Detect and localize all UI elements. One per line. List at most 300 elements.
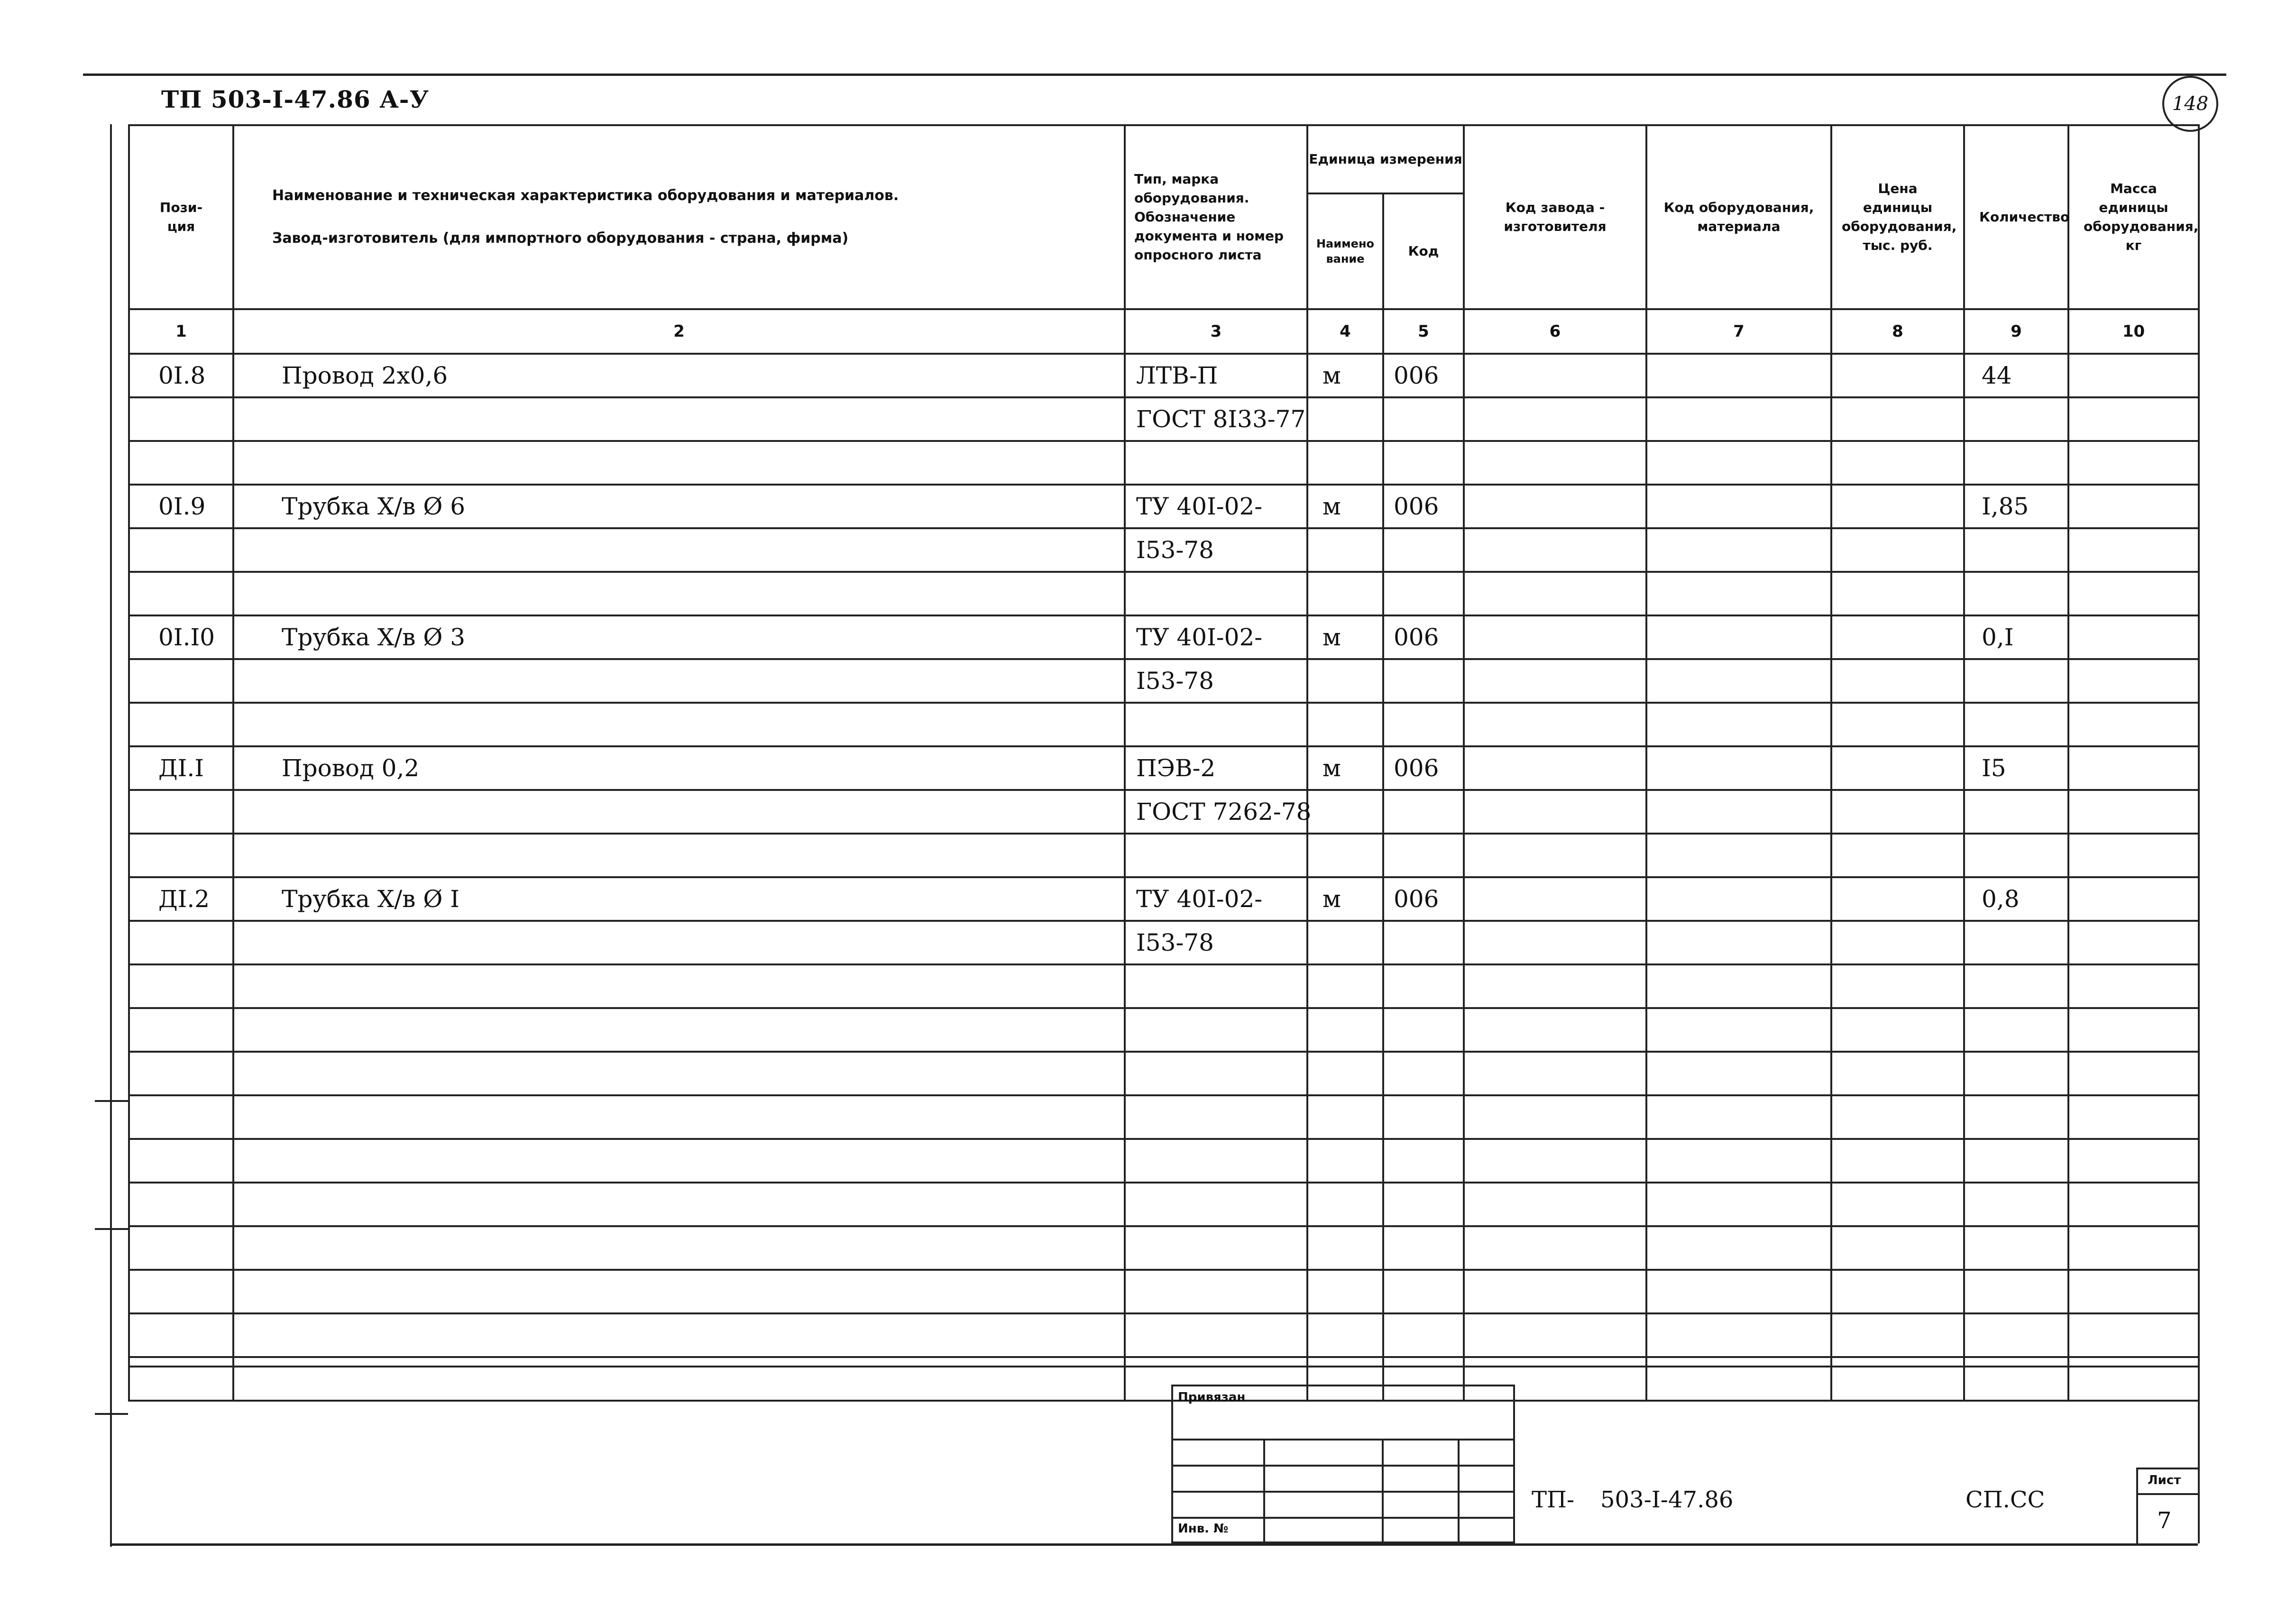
mass-cell <box>2068 615 2199 659</box>
equipment-code-cell <box>1646 615 1831 659</box>
divider <box>2138 1493 2200 1495</box>
unit-name-cell <box>1307 1226 1383 1270</box>
maker-code-cell <box>1464 659 1646 703</box>
equipment-code-cell <box>1646 1139 1831 1183</box>
unit-name-cell <box>1307 703 1383 746</box>
table-row <box>129 834 2199 877</box>
unit-name-cell <box>1307 441 1383 485</box>
name-cell <box>233 790 1125 834</box>
table-row <box>129 485 2199 528</box>
mass-cell <box>2068 354 2199 397</box>
unit-name-cell <box>1307 790 1383 834</box>
price-cell <box>1831 1270 1964 1313</box>
header-quantity: Количество <box>1964 125 2068 309</box>
maker-code-cell <box>1464 528 1646 572</box>
header-unit-group: Единица измерения <box>1307 125 1464 193</box>
name-cell <box>233 1357 1125 1401</box>
maker-code-cell <box>1464 485 1646 528</box>
unit-code-cell <box>1383 572 1464 615</box>
title-number: 503-I-47.86 <box>1600 1486 1734 1513</box>
position-cell <box>129 441 233 485</box>
position-cell <box>129 790 233 834</box>
table-row <box>129 1095 2199 1139</box>
price-cell <box>1831 615 1964 659</box>
unit-code-cell <box>1383 1270 1464 1313</box>
type-cell <box>1125 1183 1307 1226</box>
maker-code-cell <box>1464 1313 1646 1357</box>
mass-cell <box>2068 1008 2199 1052</box>
table-bottom-rule <box>128 1366 2198 1367</box>
unit-name-cell: м <box>1307 485 1383 528</box>
equipment-code-cell <box>1646 1270 1831 1313</box>
table-row <box>129 1008 2199 1052</box>
unit-name-cell <box>1307 1095 1383 1139</box>
position-cell <box>129 1270 233 1313</box>
equipment-code-cell <box>1646 441 1831 485</box>
maker-code-cell <box>1464 1139 1646 1183</box>
name-cell <box>233 659 1125 703</box>
equipment-code-cell <box>1646 659 1831 703</box>
divider <box>1173 1517 1513 1519</box>
unit-code-cell <box>1383 790 1464 834</box>
maker-code-cell <box>1464 1052 1646 1095</box>
margin-tick <box>95 1100 128 1102</box>
type-cell <box>1125 1008 1307 1052</box>
mass-cell <box>2068 397 2199 441</box>
type-cell <box>1125 441 1307 485</box>
position-cell <box>129 659 233 703</box>
unit-name-cell: м <box>1307 354 1383 397</box>
equipment-code-cell <box>1646 397 1831 441</box>
quantity-cell <box>1964 397 2068 441</box>
maker-code-cell <box>1464 1008 1646 1052</box>
equipment-code-cell <box>1646 1008 1831 1052</box>
column-number: 1 <box>129 309 233 354</box>
price-cell <box>1831 703 1964 746</box>
maker-code-cell <box>1464 746 1646 790</box>
equipment-code-cell <box>1646 528 1831 572</box>
binding-block <box>1171 1385 1515 1543</box>
unit-name-cell <box>1307 659 1383 703</box>
quantity-cell <box>1964 964 2068 1008</box>
name-cell: Трубка Х/в Ø 3 <box>233 615 1125 659</box>
type-cell <box>1125 1270 1307 1313</box>
price-cell <box>1831 746 1964 790</box>
column-number: 6 <box>1464 309 1646 354</box>
price-cell <box>1831 834 1964 877</box>
equipment-code-cell <box>1646 703 1831 746</box>
price-cell <box>1831 877 1964 921</box>
header-maker-code: Код завода - изготовителя <box>1464 125 1646 309</box>
name-cell <box>233 1139 1125 1183</box>
type-cell: I53-78 <box>1125 659 1307 703</box>
mass-cell <box>2068 528 2199 572</box>
quantity-cell <box>1964 1183 2068 1226</box>
quantity-cell <box>1964 1357 2068 1401</box>
position-cell: 0I.8 <box>129 354 233 397</box>
equipment-code-cell <box>1646 964 1831 1008</box>
quantity-cell <box>1964 921 2068 964</box>
header-equipment-code: Код оборудования, материала <box>1646 125 1831 309</box>
binding-title: Привязан <box>1178 1390 1246 1404</box>
mass-cell <box>2068 964 2199 1008</box>
type-cell: ТУ 40I-02- <box>1125 485 1307 528</box>
mass-cell <box>2068 1313 2199 1357</box>
maker-code-cell <box>1464 834 1646 877</box>
position-cell: ДI.2 <box>129 877 233 921</box>
equipment-code-cell <box>1646 921 1831 964</box>
position-cell <box>129 1183 233 1226</box>
name-cell <box>233 1095 1125 1139</box>
maker-code-cell <box>1464 1095 1646 1139</box>
position-cell: ДI.I <box>129 746 233 790</box>
equipment-code-cell <box>1646 354 1831 397</box>
name-cell <box>233 397 1125 441</box>
header-mass: Масса единицы оборудования, кг <box>2068 125 2199 309</box>
header-name-line1: Наименование и техническая характеристика оборудования и материалов. <box>272 187 899 204</box>
page-stamp: 148 <box>2162 76 2218 132</box>
column-number: 7 <box>1646 309 1831 354</box>
name-cell <box>233 1052 1125 1095</box>
table-row <box>129 615 2199 659</box>
equipment-code-cell <box>1646 1357 1831 1401</box>
maker-code-cell <box>1464 703 1646 746</box>
unit-code-cell <box>1383 397 1464 441</box>
name-cell: Провод 2х0,6 <box>233 354 1125 397</box>
maker-code-cell <box>1464 441 1646 485</box>
quantity-cell <box>1964 1052 2068 1095</box>
type-cell: ТУ 40I-02- <box>1125 877 1307 921</box>
unit-code-cell: 006 <box>1383 485 1464 528</box>
mass-cell <box>2068 1052 2199 1095</box>
maker-code-cell <box>1464 921 1646 964</box>
position-cell <box>129 528 233 572</box>
maker-code-cell <box>1464 964 1646 1008</box>
quantity-cell <box>1964 1313 2068 1357</box>
table-row <box>129 877 2199 921</box>
document-code: ТП 503-I-47.86 А-У <box>161 85 430 113</box>
table-row <box>129 746 2199 790</box>
name-cell <box>233 964 1125 1008</box>
name-cell <box>233 1008 1125 1052</box>
column-number: 5 <box>1383 309 1464 354</box>
name-cell: Трубка Х/в Ø 6 <box>233 485 1125 528</box>
maker-code-cell <box>1464 1270 1646 1313</box>
unit-name-cell <box>1307 1052 1383 1095</box>
unit-code-cell <box>1383 659 1464 703</box>
column-number: 4 <box>1307 309 1383 354</box>
mass-cell <box>2068 746 2199 790</box>
type-cell <box>1125 1139 1307 1183</box>
column-number: 8 <box>1831 309 1964 354</box>
equipment-code-cell <box>1646 834 1831 877</box>
quantity-cell <box>1964 703 2068 746</box>
unit-name-cell <box>1307 1313 1383 1357</box>
divider <box>1263 1439 1265 1541</box>
unit-name-cell <box>1307 1008 1383 1052</box>
maker-code-cell <box>1464 572 1646 615</box>
type-cell: I53-78 <box>1125 921 1307 964</box>
name-cell <box>233 1183 1125 1226</box>
unit-code-cell <box>1383 964 1464 1008</box>
position-cell <box>129 1052 233 1095</box>
table-row <box>129 1226 2199 1270</box>
mass-cell <box>2068 1183 2199 1226</box>
quantity-cell: I5 <box>1964 746 2068 790</box>
type-cell <box>1125 572 1307 615</box>
quantity-cell <box>1964 1008 2068 1052</box>
inventory-label: Инв. № <box>1178 1522 1229 1536</box>
price-cell <box>1831 921 1964 964</box>
equipment-code-cell <box>1646 1226 1831 1270</box>
position-cell <box>129 921 233 964</box>
unit-name-cell <box>1307 572 1383 615</box>
page-bottom-rule <box>110 1543 2198 1546</box>
price-cell <box>1831 790 1964 834</box>
unit-name-cell <box>1307 964 1383 1008</box>
position-cell <box>129 1313 233 1357</box>
unit-name-cell: м <box>1307 877 1383 921</box>
position-cell <box>129 703 233 746</box>
unit-code-cell <box>1383 1183 1464 1226</box>
quantity-cell <box>1964 441 2068 485</box>
price-cell <box>1831 528 1964 572</box>
table-row <box>129 1183 2199 1226</box>
table-row <box>129 790 2199 834</box>
position-cell <box>129 964 233 1008</box>
name-cell <box>233 1313 1125 1357</box>
name-cell: Трубка Х/в Ø I <box>233 877 1125 921</box>
unit-name-cell <box>1307 397 1383 441</box>
price-cell <box>1831 659 1964 703</box>
type-cell <box>1125 1313 1307 1357</box>
divider <box>1382 1439 1384 1541</box>
quantity-cell: 44 <box>1964 354 2068 397</box>
maker-code-cell <box>1464 877 1646 921</box>
price-cell <box>1831 1139 1964 1183</box>
name-cell <box>233 572 1125 615</box>
unit-code-cell <box>1383 1139 1464 1183</box>
unit-code-cell <box>1383 1226 1464 1270</box>
quantity-cell: 0,8 <box>1964 877 2068 921</box>
column-number: 10 <box>2068 309 2199 354</box>
mass-cell <box>2068 572 2199 615</box>
table-row <box>129 659 2199 703</box>
type-cell: ГОСТ 8I33-77 <box>1125 397 1307 441</box>
price-cell <box>1831 441 1964 485</box>
price-cell <box>1831 397 1964 441</box>
mass-cell <box>2068 1226 2199 1270</box>
divider <box>1458 1439 1460 1541</box>
equipment-code-cell <box>1646 485 1831 528</box>
mass-cell <box>2068 834 2199 877</box>
maker-code-cell <box>1464 354 1646 397</box>
price-cell <box>1831 354 1964 397</box>
quantity-cell: 0,I <box>1964 615 2068 659</box>
type-cell: ТУ 40I-02- <box>1125 615 1307 659</box>
title-prefix: ТП- <box>1532 1486 1575 1513</box>
price-cell <box>1831 1313 1964 1357</box>
header-name <box>233 125 1125 309</box>
header-unit-code: Код <box>1383 193 1464 309</box>
unit-code-cell: 006 <box>1383 354 1464 397</box>
unit-code-cell <box>1383 1052 1464 1095</box>
type-cell: I53-78 <box>1125 528 1307 572</box>
unit-name-cell: м <box>1307 615 1383 659</box>
table-row <box>129 1270 2199 1313</box>
position-cell <box>129 572 233 615</box>
table-row <box>129 1139 2199 1183</box>
mass-cell <box>2068 441 2199 485</box>
table-row <box>129 397 2199 441</box>
equipment-code-cell <box>1646 1095 1831 1139</box>
mass-cell <box>2068 703 2199 746</box>
maker-code-cell <box>1464 397 1646 441</box>
name-cell <box>233 703 1125 746</box>
quantity-cell <box>1964 572 2068 615</box>
header-price: Цена единицы оборудования, тыс. руб. <box>1831 125 1964 309</box>
price-cell <box>1831 1357 1964 1401</box>
table-row <box>129 441 2199 485</box>
unit-code-cell: 006 <box>1383 615 1464 659</box>
maker-code-cell <box>1464 1183 1646 1226</box>
unit-code-cell <box>1383 703 1464 746</box>
table-row <box>129 921 2199 964</box>
equipment-code-cell <box>1646 1313 1831 1357</box>
unit-code-cell <box>1383 921 1464 964</box>
unit-name-cell <box>1307 921 1383 964</box>
mass-cell <box>2068 1095 2199 1139</box>
title-section: СП.СС <box>1965 1486 2045 1513</box>
margin-tick <box>95 1413 128 1415</box>
type-cell <box>1125 834 1307 877</box>
unit-code-cell <box>1383 528 1464 572</box>
table-row <box>129 1357 2199 1401</box>
column-number: 2 <box>233 309 1125 354</box>
top-rule <box>83 73 2226 76</box>
price-cell <box>1831 1183 1964 1226</box>
position-cell <box>129 1226 233 1270</box>
name-cell <box>233 1226 1125 1270</box>
equipment-code-cell <box>1646 572 1831 615</box>
price-cell <box>1831 485 1964 528</box>
type-cell <box>1125 703 1307 746</box>
table-row <box>129 354 2199 397</box>
price-cell <box>1831 1226 1964 1270</box>
divider <box>1173 1439 1513 1440</box>
name-cell <box>233 528 1125 572</box>
unit-name-cell <box>1307 1270 1383 1313</box>
name-cell <box>233 921 1125 964</box>
unit-code-cell <box>1383 1008 1464 1052</box>
unit-name-cell <box>1307 528 1383 572</box>
type-cell <box>1125 1226 1307 1270</box>
mass-cell <box>2068 1357 2199 1401</box>
maker-code-cell <box>1464 790 1646 834</box>
mass-cell <box>2068 877 2199 921</box>
unit-code-cell: 006 <box>1383 877 1464 921</box>
position-cell: 0I.9 <box>129 485 233 528</box>
position-cell <box>129 1139 233 1183</box>
table-row <box>129 964 2199 1008</box>
header-unit-name: Наименование <box>1307 193 1383 309</box>
unit-code-cell <box>1383 1095 1464 1139</box>
quantity-cell <box>1964 834 2068 877</box>
unit-name-cell <box>1307 1183 1383 1226</box>
table-row <box>129 572 2199 615</box>
table-row <box>129 1313 2199 1357</box>
quantity-cell <box>1964 1139 2068 1183</box>
column-number: 9 <box>1964 309 2068 354</box>
position-cell <box>129 1008 233 1052</box>
title-block <box>1515 1434 2198 1543</box>
quantity-cell <box>1964 1095 2068 1139</box>
type-cell: ЛТВ-П <box>1125 354 1307 397</box>
equipment-code-cell <box>1646 790 1831 834</box>
price-cell <box>1831 1052 1964 1095</box>
specification-table <box>128 124 2200 1402</box>
price-cell <box>1831 1095 1964 1139</box>
position-cell: 0I.I0 <box>129 615 233 659</box>
column-number: 3 <box>1125 309 1307 354</box>
type-cell <box>1125 964 1307 1008</box>
table-body <box>129 354 2199 1401</box>
left-frame-line <box>110 124 112 1547</box>
quantity-cell <box>1964 1270 2068 1313</box>
price-cell <box>1831 1008 1964 1052</box>
position-cell <box>129 834 233 877</box>
unit-code-cell <box>1383 834 1464 877</box>
equipment-code-cell <box>1646 1052 1831 1095</box>
unit-code-cell <box>1383 441 1464 485</box>
name-cell <box>233 834 1125 877</box>
maker-code-cell <box>1464 1226 1646 1270</box>
quantity-cell <box>1964 790 2068 834</box>
type-cell: ПЭВ-2 <box>1125 746 1307 790</box>
position-cell <box>129 1095 233 1139</box>
header-type: Тип, марка оборудования. Обозначение документа и номер опросного листа <box>1125 125 1307 309</box>
name-cell: Провод 0,2 <box>233 746 1125 790</box>
position-cell <box>129 1357 233 1401</box>
quantity-cell <box>1964 528 2068 572</box>
mass-cell <box>2068 1139 2199 1183</box>
margin-tick <box>95 1228 128 1230</box>
table-row <box>129 528 2199 572</box>
maker-code-cell <box>1464 615 1646 659</box>
price-cell <box>1831 572 1964 615</box>
table-row <box>129 703 2199 746</box>
mass-cell <box>2068 485 2199 528</box>
divider <box>1173 1491 1513 1493</box>
quantity-cell <box>1964 659 2068 703</box>
column-numbers-row <box>129 309 2199 354</box>
unit-name-cell <box>1307 834 1383 877</box>
header-name-line2: Завод-изготовитель (для импортного оборудования - страна, фирма) <box>272 230 849 247</box>
quantity-cell: I,85 <box>1964 485 2068 528</box>
quantity-cell <box>1964 1226 2068 1270</box>
sheet-label: Лист <box>2148 1473 2181 1487</box>
name-cell <box>233 441 1125 485</box>
equipment-code-cell <box>1646 1183 1831 1226</box>
type-cell: ГОСТ 7262-78 <box>1125 790 1307 834</box>
mass-cell <box>2068 659 2199 703</box>
unit-code-cell: 006 <box>1383 746 1464 790</box>
sheet-box <box>2136 1468 2200 1545</box>
type-cell <box>1125 1095 1307 1139</box>
mass-cell <box>2068 1270 2199 1313</box>
type-cell <box>1125 1052 1307 1095</box>
unit-name-cell <box>1307 1139 1383 1183</box>
